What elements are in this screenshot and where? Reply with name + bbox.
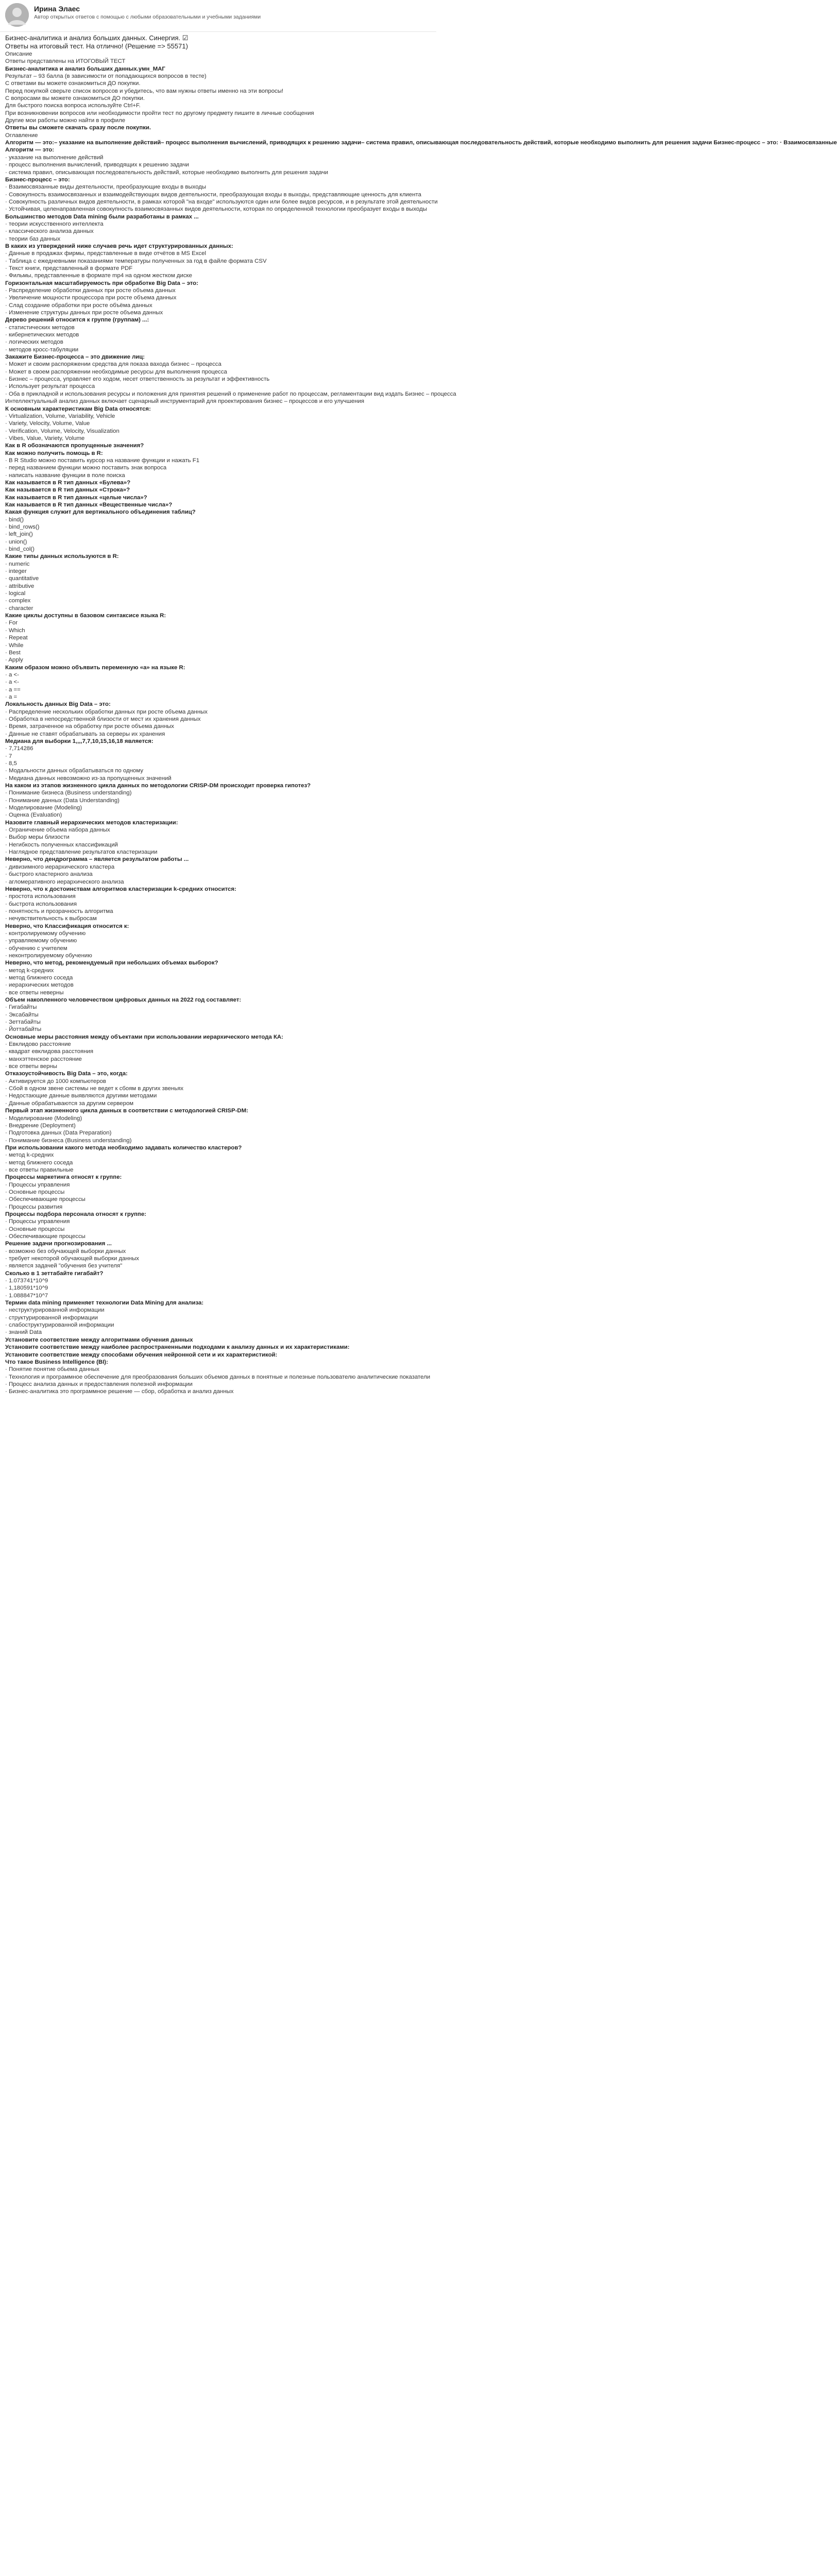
text-line: · Медиана данных невозможно из-за пропущенных значений — [5, 775, 172, 782]
text-line: · Зеттабайты — [5, 1019, 41, 1026]
question-line: Как можно получить помощь в R: — [5, 450, 103, 456]
text-line: · Текст книги, представленный в формате PDF — [5, 265, 133, 272]
text-line: · Vibes, Value, Variety, Volume — [5, 435, 85, 442]
text-line: · методов кросс-табуляции — [5, 346, 79, 353]
text-line: · логических методов — [5, 339, 63, 346]
text-line: · integer — [5, 568, 27, 575]
text-line: · Увеличение мощности процессора при росте объема данных — [5, 295, 177, 301]
text-line: · структурированной информации — [5, 1314, 98, 1321]
document-title — [5, 34, 431, 50]
text-line: · контролируемому обучению — [5, 930, 86, 937]
text-line: · написать название функции в поле поиска — [5, 472, 125, 479]
text-line: · complex — [5, 598, 31, 604]
text-line: Для быстрого поиска вопроса используйте Ctrl+F. — [5, 103, 141, 109]
question-line: Как называется в R тип данных «Строка»? — [5, 487, 130, 494]
text-line: · Фильмы, представленные в формате mp4 на одном жестком диске — [5, 273, 192, 279]
text-line: · Внедрение (Deployment) — [5, 1122, 76, 1129]
text-line: · Понятие понятие обьема данных — [5, 1366, 99, 1373]
text-line: · знаний Data — [5, 1329, 42, 1336]
text-line: · Оба в прикладной и использования ресурсы и положения для принятия решений о применение работ по процессам, регламентации вид издать Бизнес – процесса — [5, 391, 456, 397]
text-line: · простота использования — [5, 893, 76, 900]
text-line: · возможно без обучающей выборки данных — [5, 1248, 126, 1255]
question-line: Основные меры расстояния между объектами при использовании иерархического метода КА: — [5, 1033, 283, 1040]
text-line: · быстрого кластерного анализа — [5, 871, 93, 878]
text-line: · Взаимосвязанные виды деятельности, преобразующие входы в выходы — [5, 184, 207, 191]
text-line: · Основные процессы — [5, 1189, 65, 1195]
text-line: · quantitative — [5, 575, 39, 582]
question-line: Бизнес-аналитика и анализ больших данных.умн_МАГ — [5, 65, 165, 72]
text-line: · квадрат евклидова расстояния — [5, 1048, 94, 1055]
text-line: · a <- — [5, 679, 19, 686]
question-line: Первый этап жизненного цикла данных в соответствии с методологией CRISP-DM: — [5, 1108, 248, 1114]
text-line: · все ответы неверны — [5, 989, 64, 996]
text-line: · Понимание бизнеса (Business understanding) — [5, 790, 132, 796]
text-line: · Процесс анализа данных и предоставления полезной информации — [5, 1381, 193, 1387]
text-line: · Обеспечивающие процессы — [5, 1196, 86, 1203]
text-line: · character — [5, 605, 33, 612]
question-line: Как называется в R тип данных «Вещественные числа»? — [5, 501, 173, 508]
text-line: · Совокупность взаимосвязанных и взаимодействующих видов деятельности, преобразующая входы в выходы, представляющие ценность для клиента — [5, 191, 421, 198]
text-line: · Негибкость полученных классификаций — [5, 841, 118, 848]
document-content — [0, 32, 837, 1401]
question-line: Как называется в R тип данных «целые числа»? — [5, 494, 147, 501]
question-line: Объем накопленного человечеством цифровых данных на 2022 год составляет: — [5, 997, 242, 1003]
text-line: · a <- — [5, 671, 19, 678]
question-line: Процессы маркетинга относят к группе: — [5, 1174, 122, 1181]
text-line: · метод ближнего соседа — [5, 1159, 73, 1166]
question-line: Алгоритм — это: — [5, 147, 55, 154]
text-line: · Процессы управления — [5, 1218, 70, 1225]
question-line: Установите соответствие между наиболее распространенными подходами к анализу данных и их характеристиками: — [5, 1344, 350, 1351]
question-line: Отказоустойчивость Big Data – это, когда: — [5, 1071, 128, 1077]
text-line: · 1.088847*10^7 — [5, 1292, 48, 1299]
text-line: С ответами вы можете ознакомиться ДО покупки. — [5, 80, 141, 87]
text-line: Интеллектуальный анализ данных включает сценарный инструментарий для проектирования бизнес – процессов и его улучшения — [5, 398, 365, 405]
text-line: · Может и своим распоряжении средства для показа вахода бизнес – процесса — [5, 361, 221, 368]
question-line: Неверно, что дендрограмма – является результатом работы ... — [5, 856, 189, 863]
text-line: Перед покупкой сверьте список вопросов и убедитесь, что вам нужны ответы именно на эти вопросы! — [5, 88, 284, 94]
text-line: · Обеспечивающие процессы — [5, 1233, 86, 1240]
text-line: · Может в своем распоряжении необходимые ресурсы для выполнения процесса — [5, 368, 227, 375]
document-title-line: Бизнес-аналитика и анализ больших данных. Синергия. ☑ — [5, 34, 189, 42]
text-line: · bind_rows() — [5, 524, 40, 530]
question-line: Локальность данных Big Data – это: — [5, 701, 111, 708]
question-line: Неверно, что метод, рекомендуемый при небольших объемах выборок? — [5, 960, 218, 967]
text-line: · Ограничение объема набора данных — [5, 827, 110, 834]
text-line: · Подготовка данных (Data Preparation) — [5, 1130, 112, 1137]
text-line: · является задачей "обучения без учителя" — [5, 1263, 123, 1269]
text-line: · Бизнес – процесса, управляет его ходом, несет ответственность за результат и эффективность — [5, 376, 270, 383]
text-line: · Verification, Volume, Velocity, Visualization — [5, 428, 119, 434]
text-line: · Сбой в одном звене системы не ведет к сбоям в других звеньях — [5, 1086, 184, 1092]
text-line: · Моделирование (Modeling) — [5, 1115, 82, 1122]
text-line: · Repeat — [5, 635, 28, 641]
text-line: · Распределение обработки данных при росте объема данных — [5, 287, 176, 294]
text-line: · logical — [5, 590, 26, 597]
author-description — [34, 14, 343, 21]
question-line: Какие циклы доступны в базовом синтаксисе языка R: — [5, 613, 166, 619]
text-line: · Best — [5, 649, 21, 656]
text-line: · Таблица с ежедневными показаниями температуры полученных за год в файле формата CSV — [5, 258, 267, 264]
author-info — [34, 5, 343, 21]
page-header — [0, 0, 436, 32]
avatar-image — [5, 3, 29, 27]
text-line: · Совокупность различных видов деятельности, в рамках которой "на входе" используются один или более видов ресурсов, и в результате этой деятельности — [5, 198, 438, 205]
text-line: · Бизнес-аналитика это программное решение — сбор, обработка и анализ данных — [5, 1388, 234, 1395]
text-line: · Оценка (Evaluation) — [5, 812, 62, 819]
text-line: · метод k-средних — [5, 967, 54, 974]
text-line: · a == — [5, 686, 21, 693]
text-line: Описание — [5, 51, 32, 57]
question-line: В каких из утверждений ниже случаев речь идет структурированных данных: — [5, 243, 233, 249]
text-line: · Which — [5, 627, 25, 634]
text-line: · иерархических методов — [5, 982, 74, 989]
question-line: При использовании какого метода необходимо задавать количество кластеров? — [5, 1144, 242, 1151]
text-line: · кибернетических методов — [5, 332, 79, 338]
question-line: Какая функция служит для вертикального объединения таблиц? — [5, 509, 196, 516]
text-line: · Изменение структуры данных при росте объема данных — [5, 310, 163, 316]
text-line: · Недостающие данные выявляются другими методами — [5, 1093, 157, 1099]
text-line: · attributive — [5, 583, 35, 589]
text-line: · numeric — [5, 561, 30, 567]
document-title-line: Ответы на итоговый тест. На отлично! (Решение => 55571) — [5, 42, 188, 50]
text-line: · теории баз данных — [5, 235, 61, 242]
text-line: · все ответы правильные — [5, 1166, 74, 1173]
text-line: · Распределение нескольких обработки данных при росте объема данных — [5, 708, 208, 715]
text-line: · Модальности данных обрабатываться по одному — [5, 768, 144, 774]
text-line: · классического анализа данных — [5, 228, 94, 235]
text-line: · Понимание данных (Data Understanding) — [5, 797, 119, 804]
text-line: · манхэттенское расстояние — [5, 1056, 82, 1062]
author-description-line: Автор открытых ответов с помощью с любыми образовательными и учебными заданиями — [34, 14, 261, 21]
text-line: Другие мои работы можно найти в профиле — [5, 117, 126, 124]
question-line: Неверно, что к достоинствам алгоритмов кластеризации k-средних относится: — [5, 886, 236, 892]
question-line: Установите соответствие между алгоритмами обучения данных — [5, 1336, 193, 1343]
text-line: · Процессы управления — [5, 1181, 70, 1188]
text-line: · While — [5, 642, 24, 649]
text-line: · требует некоторой обучающей выборки данных — [5, 1256, 139, 1262]
text-line: · Использует результат процесса — [5, 383, 95, 390]
question-line: Ответы вы сможете скачать сразу после покупки. — [5, 125, 151, 131]
text-line: · неконтролируемому обучению — [5, 952, 92, 959]
text-line: · For — [5, 620, 18, 626]
text-line: · 7 — [5, 753, 12, 759]
text-line: · left_join() — [5, 531, 33, 538]
text-line: · нечувствительность к выбросам — [5, 916, 97, 922]
text-line: · union() — [5, 538, 27, 545]
question-line: На каком из этапов жизненного цикла данных по методологии CRISP-DM происходит проверка гипотез? — [5, 783, 311, 789]
text-line: · Активируется до 1000 компьютеров — [5, 1078, 106, 1084]
text-line: Ответы представлены на ИТОГОВЫЙ ТЕСТ — [5, 58, 126, 65]
text-line: · 7,714286 — [5, 745, 33, 752]
question-line: Большинство методов Data mining были разработаны в рамках ... — [5, 213, 199, 220]
text-line: · слабоструктурированной информации — [5, 1322, 114, 1329]
text-line: · 1.073741*10^9 — [5, 1278, 48, 1284]
question-line: Медиана для выборки 1,,,,7,7,10,15,16,18 является: — [5, 738, 153, 744]
text-line: · Данные в продажах фирмы, представленные в виде отчётов в MS Excel — [5, 250, 206, 257]
text-line: · Выбор меры близости — [5, 834, 70, 841]
question-line: Дерево решений относится к группе (группам) ...: — [5, 317, 149, 324]
text-line: · Virtualization, Volume, Variability, Vehicle — [5, 413, 115, 419]
text-line: · bind() — [5, 516, 24, 523]
question-line: Установите соответствие между способами обучения нейронной сети и их характеристикой: — [5, 1351, 278, 1358]
text-line: Результат – 93 балла (в зависимости от попадающихся вопросов в тесте) — [5, 73, 207, 80]
text-line: · обучению с учителем — [5, 945, 67, 952]
text-line: · Йоттабайты — [5, 1026, 42, 1033]
text-line: · Обработка в непосредственной близости от мест их хранения данных — [5, 716, 201, 722]
text-line: · все ответы верны — [5, 1063, 57, 1070]
question-line: Что такое Business Intelligence (BI): — [5, 1359, 108, 1365]
text-line: · Эксабайты — [5, 1011, 39, 1018]
text-line: · Технология и программное обеспечение для преобразования больших объемов данных в понятные и полезные пользователю аналитические показатели — [5, 1374, 431, 1380]
text-line: · статистических методов — [5, 324, 75, 331]
text-line: · неструктурированной информации — [5, 1307, 105, 1314]
question-line: Бизнес-процесс – это: — [5, 176, 70, 183]
text-line: · теории искусственного интеллекта — [5, 221, 104, 227]
text-line: · Время, затраченное на обработку при росте объема данных — [5, 723, 174, 730]
question-line: Сколько в 1 зеттабайте гигабайт? — [5, 1270, 104, 1277]
text-line: · a = — [5, 693, 18, 700]
question-line: Каким образом можно объявить переменную «a» на языке R: — [5, 664, 185, 671]
question-line: Горизонтальная масштабируемость при обработке Big Data – это: — [5, 280, 198, 286]
question-line: Алгоритм — это:– указание на выполнение действий– процесс выполнения вычислений, приводящих к решению задачи– система правил, описывающая последовательность действий, которые необходимо выполнить для решения задачи Бизнес-процесс – это: · Взаимосвязанные — [5, 140, 837, 146]
text-line: · Apply — [5, 657, 23, 664]
author-name[interactable]: Ирина Элаес — [34, 5, 80, 13]
text-line: · метод ближнего соседа — [5, 974, 73, 981]
text-line: · дивизимного иерархического кластера — [5, 863, 115, 870]
question-line: Назовите главный иерархических методов кластеризации: — [5, 819, 178, 826]
question-line: Закажите Бизнес-процесса – это движение лиц: — [5, 354, 145, 361]
question-line: Как называется в R тип данных «Булева»? — [5, 479, 131, 486]
text-line: · Устойчивая, целенаправленная совокупность взаимосвязанных видов деятельности, которая по определенной технологии преобразует входы в выходы — [5, 206, 427, 213]
text-line: · управляемому обучению — [5, 938, 77, 944]
question-line: К основным характеристикам Big Data относятся: — [5, 405, 151, 412]
text-line: · понятность и прозрачность алгоритма — [5, 908, 113, 914]
text-line: · Основные процессы — [5, 1226, 65, 1232]
text-line: При возникновении вопросов или необходимости пройти тест по другому предмету пишите в личные сообщения — [5, 110, 314, 116]
question-line: Неверно, что Классификация относится к: — [5, 923, 129, 929]
text-line: · Гигабайты — [5, 1004, 37, 1011]
text-line: · процесс выполнения вычислений, приводящих к решению задачи — [5, 162, 189, 168]
question-line: Какие типы данных используются в R: — [5, 553, 119, 560]
text-line: · 1,180591*10^9 — [5, 1285, 48, 1292]
question-line: Термин data mining применяет технологии Data Mining для анализа: — [5, 1300, 204, 1307]
question-line: Процессы подбора персонала относят к группе: — [5, 1211, 146, 1217]
text-line: С вопросами вы можете ознакомиться ДО покупки. — [5, 95, 145, 102]
text-line: · Данные не ставят обрабатывать за серверы их хранения — [5, 731, 165, 737]
text-line: · Наглядное представление результатов кластеризации — [5, 849, 158, 856]
text-line: · система правил, описывающая последовательность действий, которые необходимо выполнить для решения задачи — [5, 169, 329, 176]
text-line: · 8,5 — [5, 760, 17, 767]
text-line: · агломеративного иерархического анализа — [5, 878, 124, 885]
text-line: · Слад создание обработки при росте объёма данных — [5, 302, 152, 309]
text-line: · указание на выполнение действий — [5, 154, 104, 161]
document-body — [5, 50, 837, 1396]
question-line: Как в R обозначаются пропущенные значения? — [5, 443, 144, 449]
text-line: · В R Studio можно поставить курсор на название функции и нажать F1 — [5, 457, 200, 464]
text-line: · быстрота использования — [5, 901, 77, 907]
text-line: · перед названием функции можно поставить знак вопроса — [5, 465, 167, 471]
text-line: · метод k-средних — [5, 1152, 54, 1159]
text-line: · Variety, Velocity, Volume, Value — [5, 420, 90, 427]
text-line: · bind_col() — [5, 546, 35, 553]
text-line: · Данные обрабатываются за другим сервером — [5, 1100, 134, 1107]
text-line: Оглавление — [5, 132, 38, 139]
text-line: · Евклидово расстояние — [5, 1041, 71, 1048]
text-line: · Моделирование (Modeling) — [5, 805, 82, 811]
text-line: · Процессы развития — [5, 1204, 63, 1210]
question-line: Решение задачи прогнозирования ... — [5, 1241, 112, 1247]
text-line: · Понимание бизнеса (Business understanding) — [5, 1137, 132, 1144]
author-avatar[interactable] — [5, 3, 29, 27]
